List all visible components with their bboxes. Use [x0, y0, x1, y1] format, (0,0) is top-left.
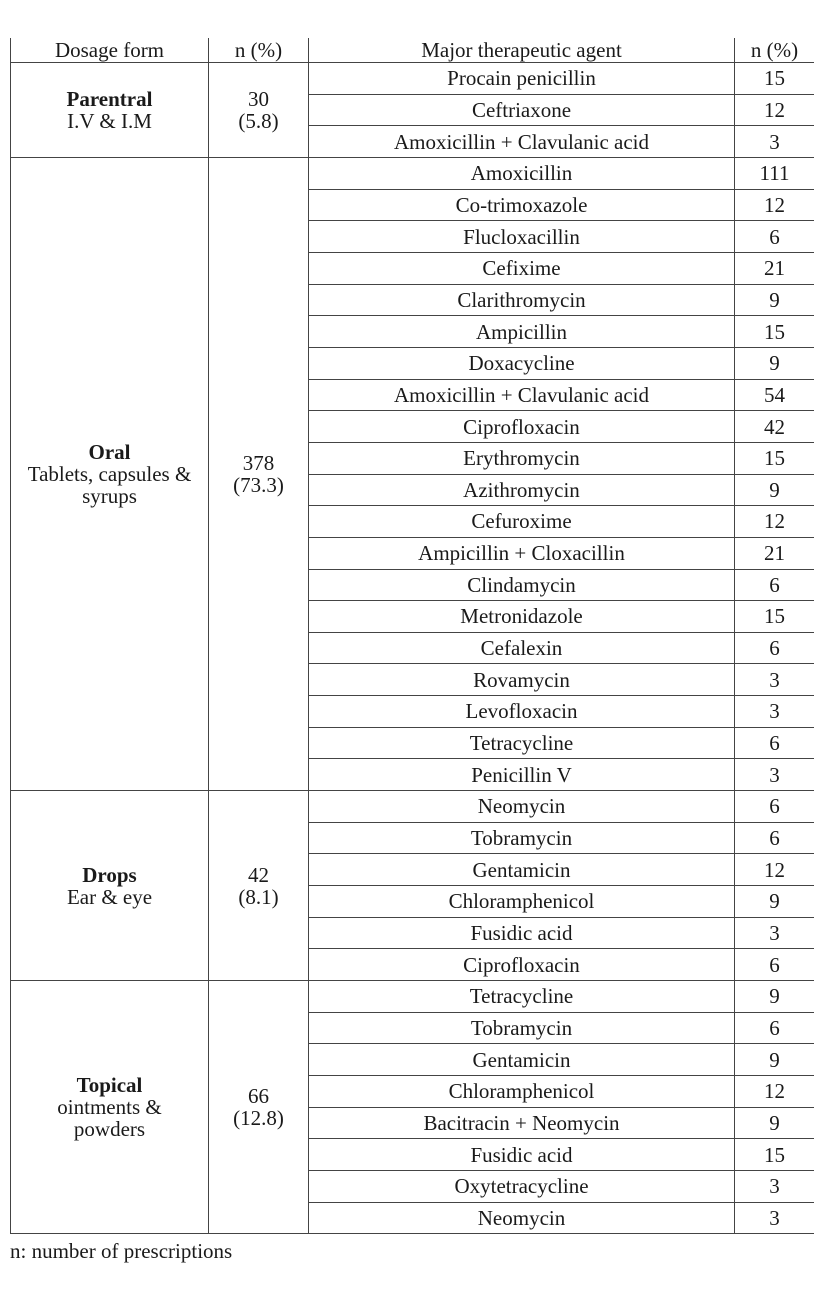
agent-count: 12: [735, 94, 815, 126]
group-count-cell: [209, 791, 309, 981]
footnote: n: number of prescriptions: [10, 1239, 233, 1263]
dosage-form-title: Oral: [88, 439, 131, 464]
agent-count: 6: [735, 632, 815, 664]
group-percent: (5.8): [238, 108, 279, 133]
agent-name: Neomycin: [309, 791, 735, 823]
agent-count: 12: [735, 1076, 815, 1108]
agent-count: 21: [735, 252, 815, 284]
dosage-form-subtitle: Tablets, capsules & syrups: [27, 462, 192, 509]
dosage-form-cell: [11, 157, 209, 790]
agent-name: Chloramphenicol: [309, 886, 735, 918]
agent-count: 9: [735, 886, 815, 918]
table-body: [11, 63, 815, 1234]
agent-name: Bacitracin + Neomycin: [309, 1107, 735, 1139]
agent-name: Flucloxacillin: [309, 221, 735, 253]
agent-name: Tetracycline: [309, 727, 735, 759]
header-agent-count: n (%): [735, 38, 815, 63]
agent-count: 9: [735, 347, 815, 379]
agent-name: Chloramphenicol: [309, 1076, 735, 1108]
group-count-cell: [209, 63, 309, 158]
agent-count: 6: [735, 1012, 815, 1044]
header-dosage-form: Dosage form: [11, 38, 209, 63]
agent-name: Clarithromycin: [309, 284, 735, 316]
agent-name: Tobramycin: [309, 822, 735, 854]
agent-name: Tobramycin: [309, 1012, 735, 1044]
header-agent: Major therapeutic agent: [309, 38, 735, 63]
agent-name: Cefixime: [309, 252, 735, 284]
agent-count: 3: [735, 917, 815, 949]
agent-count: 6: [735, 727, 815, 759]
agent-count: 6: [735, 221, 815, 253]
dosage-form-title: Parentral: [66, 86, 153, 111]
group-percent: (8.1): [238, 884, 279, 909]
dosage-form-subtitle: Ear & eye: [66, 884, 153, 909]
header-row: [11, 38, 815, 63]
agent-count: 15: [735, 316, 815, 348]
group-count: 30: [248, 86, 269, 111]
group-percent: (12.8): [233, 1106, 284, 1131]
agent-count: 12: [735, 854, 815, 886]
group-count: 42: [248, 862, 269, 887]
agent-count: 6: [735, 791, 815, 823]
group-count: 378: [242, 450, 275, 475]
agent-count: 9: [735, 474, 815, 506]
agent-count: 6: [735, 569, 815, 601]
header-group-count: n (%): [209, 38, 309, 63]
agent-count: 15: [735, 63, 815, 95]
dosage-form-subtitle: ointments & powders: [57, 1095, 162, 1142]
agent-count: 9: [735, 1044, 815, 1076]
agent-count: 54: [735, 379, 815, 411]
agent-name: Ciprofloxacin: [309, 949, 735, 981]
table-row: [11, 981, 815, 1013]
dosage-form-cell: [11, 63, 209, 158]
agent-name: Tetracycline: [309, 981, 735, 1013]
agent-count: 6: [735, 949, 815, 981]
agent-count: 111: [735, 157, 815, 189]
agent-count: 9: [735, 1107, 815, 1139]
agent-name: Amoxicillin + Clavulanic acid: [309, 379, 735, 411]
agent-name: Co-trimoxazole: [309, 189, 735, 221]
prescriptions-table: [10, 38, 814, 1234]
agent-name: Clindamycin: [309, 569, 735, 601]
group-count-cell: [209, 157, 309, 790]
agent-count: 3: [735, 759, 815, 791]
agent-name: Metronidazole: [309, 601, 735, 633]
agent-name: Ciprofloxacin: [309, 411, 735, 443]
dosage-form-subtitle: I.V & I.M: [67, 108, 152, 133]
agent-name: Erythromycin: [309, 442, 735, 474]
agent-count: 3: [735, 664, 815, 696]
agent-name: Cefalexin: [309, 632, 735, 664]
agent-count: 9: [735, 981, 815, 1013]
dosage-form-cell: [11, 981, 209, 1234]
agent-name: Fusidic acid: [309, 1139, 735, 1171]
agent-name: Ampicillin + Cloxacillin: [309, 537, 735, 569]
agent-name: Levofloxacin: [309, 696, 735, 728]
agent-name: Oxytetracycline: [309, 1170, 735, 1202]
agent-count: 3: [735, 1170, 815, 1202]
agent-count: 3: [735, 126, 815, 158]
agent-name: Cefuroxime: [309, 506, 735, 538]
agent-count: 12: [735, 189, 815, 221]
table-row: [11, 791, 815, 823]
agent-name: Penicillin V: [309, 759, 735, 791]
agent-name: Amoxicillin + Clavulanic acid: [309, 126, 735, 158]
agent-name: Gentamicin: [309, 1044, 735, 1076]
group-count-cell: [209, 981, 309, 1234]
agent-name: Rovamycin: [309, 664, 735, 696]
agent-count: 6: [735, 822, 815, 854]
agent-name: Gentamicin: [309, 854, 735, 886]
agent-count: 15: [735, 1139, 815, 1171]
dosage-form-title: Drops: [82, 862, 137, 887]
group-percent: (73.3): [233, 473, 284, 498]
agent-name: Procain penicillin: [309, 63, 735, 95]
agent-name: Fusidic acid: [309, 917, 735, 949]
agent-count: 9: [735, 284, 815, 316]
agent-count: 3: [735, 1202, 815, 1234]
agent-name: Azithromycin: [309, 474, 735, 506]
dosage-form-title: Topical: [76, 1073, 143, 1098]
agent-name: Neomycin: [309, 1202, 735, 1234]
dosage-form-cell: [11, 791, 209, 981]
agent-count: 12: [735, 506, 815, 538]
agent-count: 15: [735, 601, 815, 633]
group-count: 66: [248, 1084, 269, 1109]
agent-count: 3: [735, 696, 815, 728]
agent-count: 21: [735, 537, 815, 569]
agent-name: Ampicillin: [309, 316, 735, 348]
table-row: [11, 157, 815, 189]
agent-count: 15: [735, 442, 815, 474]
agent-count: 42: [735, 411, 815, 443]
agent-name: Ceftriaxone: [309, 94, 735, 126]
table-row: [11, 63, 815, 95]
agent-name: Doxacycline: [309, 347, 735, 379]
agent-name: Amoxicillin: [309, 157, 735, 189]
